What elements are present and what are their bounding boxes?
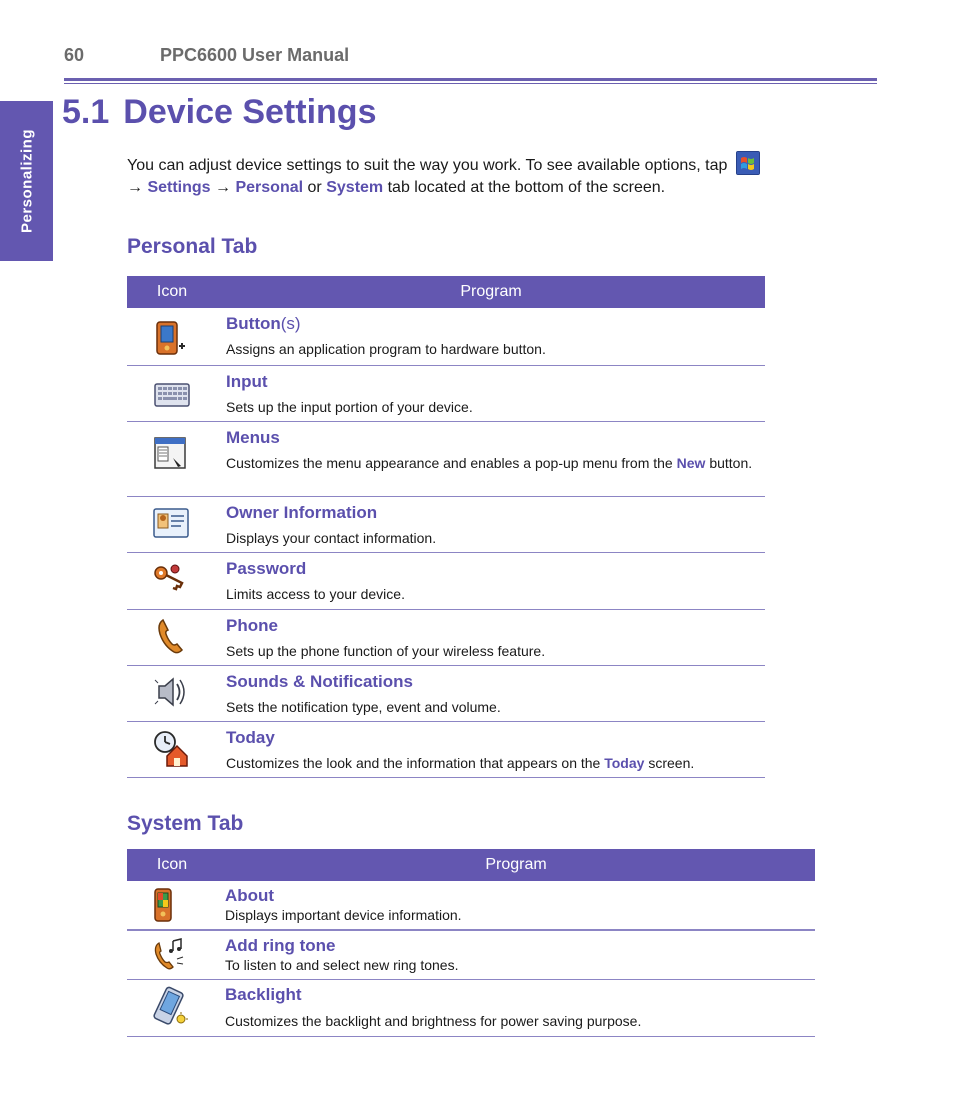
intro-arrow-1: → bbox=[127, 179, 143, 196]
table-row bbox=[127, 366, 765, 422]
keyboard-icon bbox=[149, 372, 193, 416]
table-row bbox=[127, 308, 765, 366]
row-program-name: Backlight bbox=[225, 985, 302, 1004]
row-program-desc: To listen to and select new ring tones. bbox=[225, 957, 459, 973]
header-rule bbox=[64, 78, 877, 81]
table-row bbox=[127, 553, 765, 610]
personal-tab-heading: Personal Tab bbox=[127, 235, 258, 258]
intro-text-2: tab located at the bottom of the screen. bbox=[387, 179, 666, 196]
personal-col-program: Program bbox=[460, 283, 522, 300]
windows-start-icon bbox=[736, 151, 760, 175]
speaker-icon bbox=[149, 670, 193, 714]
table-row bbox=[127, 666, 765, 722]
system-tab-heading: System Tab bbox=[127, 812, 244, 835]
row-program-desc: Displays your contact information. bbox=[226, 530, 437, 546]
row-program-name: Input bbox=[226, 372, 268, 391]
chapter-side-tab-label: Personalizing bbox=[18, 128, 35, 234]
about-device-icon bbox=[147, 883, 191, 927]
row-program-name: Phone bbox=[226, 616, 278, 635]
table-row bbox=[127, 422, 765, 497]
row-program-desc: Assigns an application program to hardware button. bbox=[226, 341, 546, 357]
keys-icon bbox=[149, 555, 193, 599]
ring-tone-icon bbox=[147, 933, 191, 977]
system-table-header bbox=[127, 849, 815, 881]
page-number: 60 bbox=[64, 45, 85, 65]
row-program-desc: Customizes the menu appearance and enables a pop-up menu from the New button. bbox=[226, 455, 753, 471]
chapter-side-tab bbox=[0, 101, 53, 261]
row-program-name: About bbox=[225, 886, 275, 905]
personal-table-header bbox=[127, 276, 765, 308]
row-program-desc: Limits access to your device. bbox=[226, 586, 405, 602]
row-program-name: Password bbox=[226, 559, 307, 578]
today-keyword: Today bbox=[604, 755, 645, 771]
table-row bbox=[127, 497, 765, 553]
menus-icon bbox=[149, 432, 193, 476]
section-title-text: Device Settings bbox=[123, 93, 377, 131]
backlight-icon bbox=[149, 985, 193, 1029]
table-row bbox=[127, 610, 765, 666]
row-program-desc: Sets up the phone function of your wireless feature. bbox=[226, 643, 546, 659]
section-number: 5.1 bbox=[62, 93, 110, 131]
table-row bbox=[127, 930, 815, 980]
row-program-name: Button(s) bbox=[226, 314, 301, 333]
row-program-name: Menus bbox=[226, 428, 280, 447]
intro-paragraph bbox=[127, 151, 827, 199]
row-program-desc: Customizes the backlight and brightness for power saving purpose. bbox=[225, 1013, 642, 1029]
row-program-name: Owner Information bbox=[226, 503, 378, 522]
intro-text-1: You can adjust device settings to suit the way you work. To see available options, tap bbox=[127, 157, 728, 174]
row-program-name: Today bbox=[226, 728, 275, 747]
intro-settings-keyword: Settings bbox=[147, 179, 211, 196]
new-keyword: New bbox=[676, 455, 706, 471]
personal-col-icon: Icon bbox=[156, 283, 188, 300]
intro-personal-keyword: Personal bbox=[235, 179, 304, 196]
row-program-desc: Sets up the input portion of your device. bbox=[226, 399, 473, 415]
today-icon bbox=[149, 726, 193, 770]
table-row bbox=[127, 722, 765, 778]
row-program-desc: Displays important device information. bbox=[225, 907, 462, 923]
manual-title: PPC6600 User Manual bbox=[160, 45, 350, 65]
button-icon bbox=[149, 316, 193, 360]
table-row bbox=[127, 979, 815, 1037]
intro-arrow-2: → bbox=[215, 179, 232, 196]
section-title bbox=[62, 93, 376, 132]
intro-system-keyword: System bbox=[326, 179, 384, 196]
table-row bbox=[127, 881, 815, 930]
phone-icon bbox=[149, 614, 193, 658]
header-rule-thin bbox=[64, 83, 877, 84]
row-program-desc: Sets the notification type, event and volume. bbox=[226, 699, 501, 715]
system-col-program: Program bbox=[485, 856, 547, 873]
system-col-icon: Icon bbox=[156, 856, 188, 873]
intro-or-text: or bbox=[307, 179, 322, 196]
row-program-desc: Customizes the look and the information that appears on the Today screen. bbox=[226, 755, 695, 771]
owner-card-icon bbox=[149, 501, 193, 545]
row-program-name: Sounds & Notifications bbox=[226, 672, 413, 691]
row-program-name: Add ring tone bbox=[225, 936, 336, 955]
